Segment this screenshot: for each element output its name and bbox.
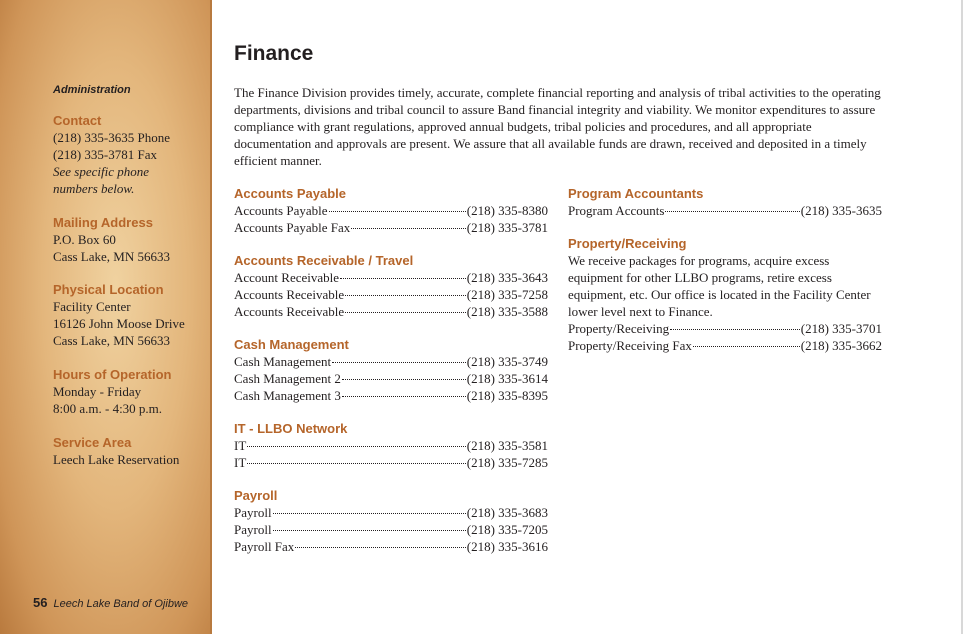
- contact-note-2: numbers below.: [53, 181, 135, 196]
- directory-row: [234, 538, 548, 555]
- intro-paragraph: The Finance Division provides timely, accurate, complete financial reporting and analysis of tribal activities to the operating departments, divisions and tribal council to assure Band financial integrity and viability. We monitor expenditures to assure compliance with grant regulations, approved annual budgets, tribal policies and procedures, and all appropriate documentation and approvals are present. We assure that all available funds are drawn, received and deposited in a timely efficient manner.: [234, 85, 881, 168]
- row-phone: (218) 335-3616: [466, 539, 548, 554]
- row-phone: (218) 335-3701: [800, 321, 882, 336]
- row-phone: (218) 335-3643: [466, 270, 548, 285]
- section-heading: Cash Management: [234, 337, 349, 352]
- dot-leader: [345, 295, 466, 296]
- physical-line-3: Cass Lake, MN 56633: [53, 333, 170, 348]
- row-label: Property/Receiving: [568, 321, 670, 336]
- mailing-line-1: P.O. Box 60: [53, 232, 116, 247]
- mailing-line-2: Cass Lake, MN 56633: [53, 249, 170, 264]
- section-heading: Program Accountants: [568, 186, 704, 201]
- hours-line-1: Monday - Friday: [53, 384, 142, 399]
- row-label: Accounts Receivable: [234, 287, 345, 302]
- section-accounts-receivable: [234, 252, 548, 320]
- dot-leader: [693, 346, 800, 347]
- property-description: We receive packages for programs, acquire excess equipment for other LLBO programs, retire excess equipment, etc. Our office is located in the Facility Center lower level next to Finance.: [568, 253, 871, 319]
- section-heading: IT - LLBO Network: [234, 421, 348, 436]
- dot-leader: [340, 278, 466, 279]
- row-phone: (218) 335-8395: [466, 388, 548, 403]
- row-label: Accounts Receivable: [234, 304, 345, 319]
- row-phone: (218) 335-3588: [466, 304, 548, 319]
- physical-block: [53, 281, 185, 349]
- contact-block: [53, 112, 170, 197]
- row-label: Property/Receiving Fax: [568, 338, 692, 353]
- row-label: Cash Management 2: [234, 371, 341, 386]
- sidebar: [0, 0, 212, 634]
- contact-phone: (218) 335-3635 Phone: [53, 130, 170, 145]
- contact-fax: (218) 335-3781 Fax: [53, 147, 157, 162]
- mailing-block: [53, 214, 170, 265]
- dot-leader: [329, 211, 466, 212]
- page-footer: [33, 595, 188, 610]
- row-label: Program Accounts: [568, 203, 665, 218]
- physical-line-2: 16126 John Moose Drive: [53, 316, 185, 331]
- physical-line-1: Facility Center: [53, 299, 131, 314]
- row-label: Payroll: [234, 505, 272, 520]
- row-phone: (218) 335-3749: [466, 354, 548, 369]
- directory-row: [234, 370, 548, 387]
- row-phone: (218) 335-3635: [800, 203, 882, 218]
- section-heading: Accounts Payable: [234, 186, 346, 201]
- hours-line-2: 8:00 a.m. - 4:30 p.m.: [53, 401, 163, 416]
- section-heading: Accounts Receivable / Travel: [234, 253, 414, 268]
- row-phone: (218) 335-7258: [466, 287, 548, 302]
- mailing-heading: Mailing Address: [53, 215, 153, 230]
- row-label: Accounts Payable Fax: [234, 220, 351, 235]
- dot-leader: [273, 530, 466, 531]
- row-label: Account Receivable: [234, 270, 340, 285]
- directory-row: [234, 303, 548, 320]
- row-phone: (218) 335-3781: [466, 220, 548, 235]
- left-column: [234, 185, 548, 555]
- hours-heading: Hours of Operation: [53, 367, 172, 382]
- row-phone: (218) 335-3683: [466, 505, 548, 520]
- contact-note-1: See specific phone: [53, 164, 150, 179]
- directory-row: [234, 387, 548, 404]
- dot-leader: [665, 211, 799, 212]
- directory-row: [234, 219, 548, 236]
- directory-row: [234, 521, 548, 538]
- directory-row: [234, 269, 548, 286]
- section-program-accountants: [568, 185, 882, 219]
- dot-leader: [342, 396, 466, 397]
- dot-leader: [273, 513, 466, 514]
- hours-block: [53, 366, 171, 417]
- service-heading: Service Area: [53, 435, 132, 450]
- dot-leader: [670, 329, 800, 330]
- directory-row: [234, 504, 548, 521]
- directory-row: [234, 202, 548, 219]
- row-label: Payroll: [234, 522, 272, 537]
- page-title: Finance: [234, 42, 314, 65]
- section-heading: Property/Receiving: [568, 236, 687, 251]
- row-phone: (218) 335-7205: [466, 522, 548, 537]
- row-label: IT: [234, 455, 247, 470]
- directory-row: [568, 337, 882, 354]
- publication-name: Leech Lake Band of Ojibwe: [53, 598, 189, 610]
- right-column: [568, 185, 882, 354]
- sidebar-section-label: Administration: [53, 84, 131, 96]
- physical-heading: Physical Location: [53, 282, 164, 297]
- row-phone: (218) 335-3614: [466, 371, 548, 386]
- directory-row: [568, 202, 882, 219]
- contact-heading: Contact: [53, 113, 102, 128]
- section-cash-management: [234, 336, 548, 404]
- service-line-1: Leech Lake Reservation: [53, 452, 180, 467]
- row-phone: (218) 335-8380: [466, 203, 548, 218]
- section-accounts-payable: [234, 185, 548, 236]
- dot-leader: [345, 312, 466, 313]
- page-number: 56: [33, 595, 48, 610]
- directory-row: [234, 286, 548, 303]
- directory-row: [234, 454, 548, 471]
- dot-leader: [332, 362, 466, 363]
- dot-leader: [247, 463, 465, 464]
- dot-leader: [342, 379, 466, 380]
- dot-leader: [295, 547, 465, 548]
- row-label: Cash Management 3: [234, 388, 341, 403]
- section-it-network: [234, 420, 548, 471]
- section-property-receiving: [568, 235, 882, 354]
- row-phone: (218) 335-7285: [466, 455, 548, 470]
- dot-leader: [351, 228, 465, 229]
- service-block: [53, 434, 179, 468]
- row-label: Payroll Fax: [234, 539, 295, 554]
- directory-row: [234, 353, 548, 370]
- row-label: IT: [234, 438, 247, 453]
- dot-leader: [247, 446, 465, 447]
- row-label: Accounts Payable: [234, 203, 328, 218]
- section-payroll: [234, 487, 548, 555]
- directory-row: [234, 437, 548, 454]
- directory-row: [568, 320, 882, 337]
- row-phone: (218) 335-3581: [466, 438, 548, 453]
- row-label: Cash Management: [234, 354, 332, 369]
- row-phone: (218) 335-3662: [800, 338, 882, 353]
- section-heading: Payroll: [234, 488, 278, 503]
